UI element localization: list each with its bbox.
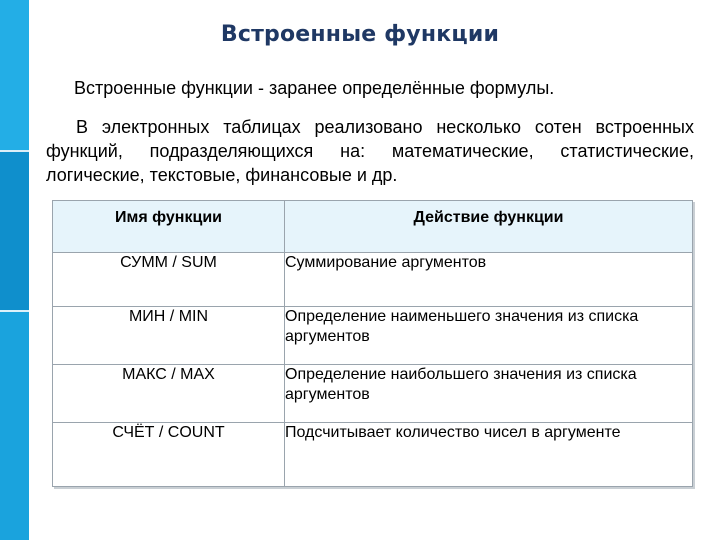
table-header-row: [53, 201, 693, 253]
function-name-cell: МАКС / MAX: [53, 365, 285, 423]
function-action-cell: Определение наибольшего значения из списка аргументов: [285, 365, 693, 423]
function-action-cell: Определение наименьшего значения из списка аргументов: [285, 307, 693, 365]
accent-block-middle: [0, 150, 29, 310]
accent-divider: [0, 310, 29, 312]
functions-table: [52, 200, 693, 487]
table-row: [53, 365, 693, 423]
table-row: [53, 253, 693, 307]
left-accent-bar: [0, 0, 29, 540]
page-title: Встроенные функции: [220, 22, 500, 47]
function-action-cell: Суммирование аргументов: [285, 253, 693, 307]
table-row: [53, 307, 693, 365]
header-function-name: Имя функции: [53, 201, 285, 253]
table-row: [53, 423, 693, 487]
function-name-cell: СЧЁТ / COUNT: [53, 423, 285, 487]
function-name-cell: СУММ / SUM: [53, 253, 285, 307]
function-action-cell: Подсчитывает количество чисел в аргументе: [285, 423, 693, 487]
accent-block-bottom: [0, 310, 29, 540]
description-paragraph: В электронных таблицах реализовано несколько сотен встроенных функций, подразделяющихся на: математические, статистические, логические, текстовые, финансовые и др.: [46, 117, 694, 185]
header-function-action: Действие функции: [285, 201, 693, 253]
definition-text: Встроенные функции - заранее определённые формулы.: [74, 78, 555, 98]
accent-divider: [0, 150, 29, 152]
function-name-cell: МИН / MIN: [53, 307, 285, 365]
